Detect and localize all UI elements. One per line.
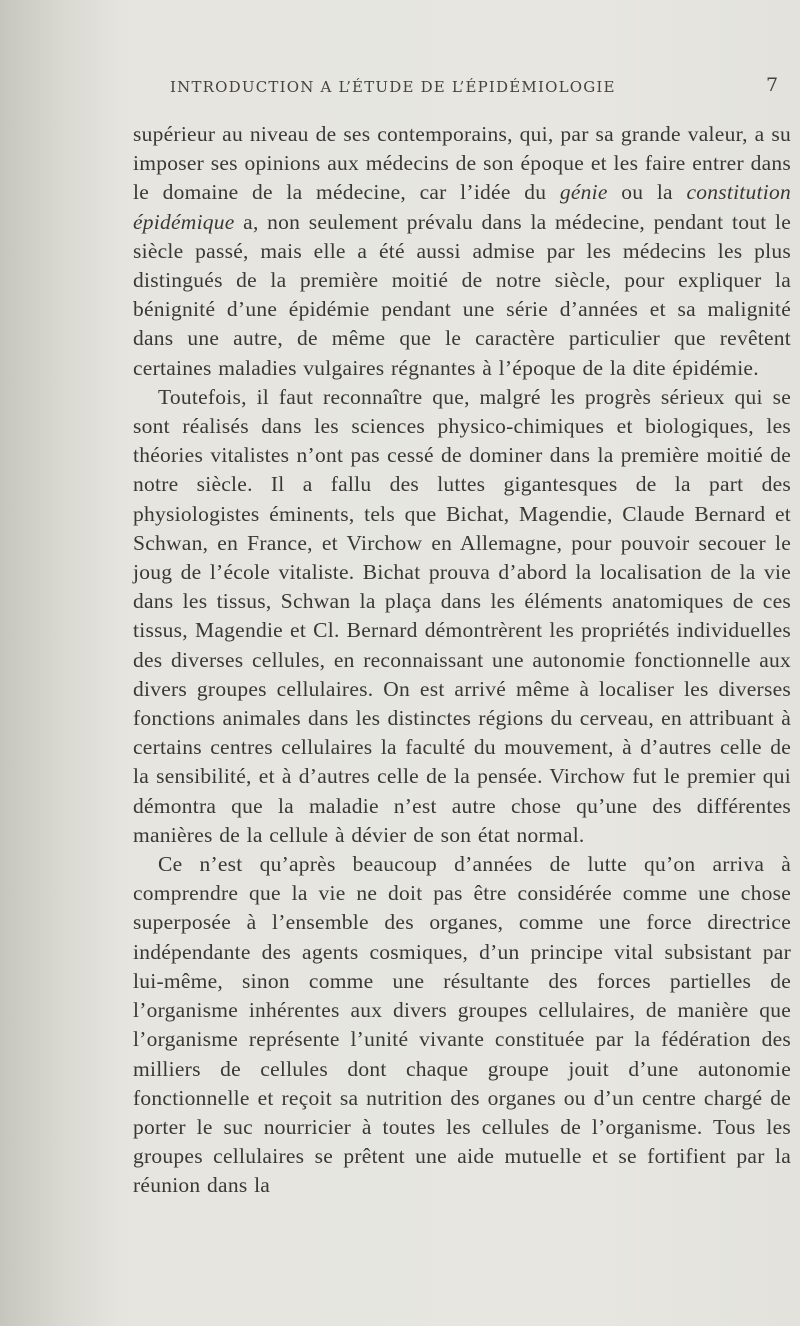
term-genie: génie (559, 180, 608, 205)
term-constitution-epidemique: constitution épidémique (133, 180, 791, 234)
paragraph-2: Toutefois, il faut reconnaître que, malgré les progrès sérieux qui se sont réalisés dans les sciences physico-chimiques et biologiques, les théories vitalistes n’ont pas cessé de dominer dans la première moitié de notre siècle. Il a fallu des luttes gigantesques de la part des physiologistes éminents, tels que Bichat, Magendie, Claude Bernard et Schwan, en France, et Virchow en Allemagne, pour pouvoir secouer le joug de l’école vitaliste. Bichat prouva d’abord la localisation de la vie dans les tissus, Schwan la plaça dans les éléments anatomiques de ces tissus, Magendie et Cl. Bernard démontrèrent les propriétés individuelles des diverses cellules, en reconnaissant une autonomie fonctionnelle aux divers groupes cellulaires. On est arrivé même à localiser les diverses fonctions animales dans les distinctes régions du cerveau, en attribuant à certains centres cellulaires la faculté du mouvement, à d’autres celle de la sensibilité, et à d’autres celle de la pensée. Virchow fut le premier qui démontra que la maladie n’est autre chose qu’une des différentes manières de la cellule à dévier de son état normal. (133, 384, 791, 847)
paragraph-1 (133, 120, 791, 383)
paragraph-1-part-3: a, non seulement prévalu dans la médecine, pendant tout le siècle passé, mais elle a été aussi admise par les médecins les plus distingués de la première moitié de notre siècle, pour expliquer la bénignité d’une épidémie pendant une série d’années et sa malignité dans une autre, de même que le caractère particulier que revêtent certaines maladies vulgaires régnantes à l’époque de la dite épidémie. (133, 209, 791, 380)
running-head (170, 74, 780, 96)
paragraph-3: Ce n’est qu’après beaucoup d’années de lutte qu’on arriva à comprendre que la vie ne doit pas être considérée comme une chose superposée à l’ensemble des organes, comme une force directrice indépendante des agents cosmiques, d’un principe vital subsistant par lui-même, sinon comme une résultante des forces partielles de l’organisme inhérentes aux divers groupes cellulaires, de manière que l’organisme représente l’unité vivante constituée par la fédération des milliers de cellules dont chaque groupe jouit d’une autonomie fonctionnelle et reçoit sa nutrition des organes ou d’un centre chargé de porter le suc nourricier à toutes les cellules de l’organisme. Tous les groupes cellulaires se prêtent une aide mutuelle et se fortifient par la réunion dans la (133, 852, 791, 1198)
page-gutter-shadow (0, 0, 120, 1326)
running-title: INTRODUCTION A L’ÉTUDE DE L’ÉPIDÉMIOLOGIE (170, 78, 616, 96)
body-text (133, 120, 791, 1201)
paragraph-1-part-1: supérieur au niveau de ses contemporains, qui, par sa grande valeur, a su imposer ses opinions aux médecins de son époque et les faire entrer dans le domaine de la médecine, car l’idée du (133, 122, 791, 205)
paragraph-1-part-2: ou la (607, 180, 687, 205)
page-number: 7 (766, 74, 780, 96)
